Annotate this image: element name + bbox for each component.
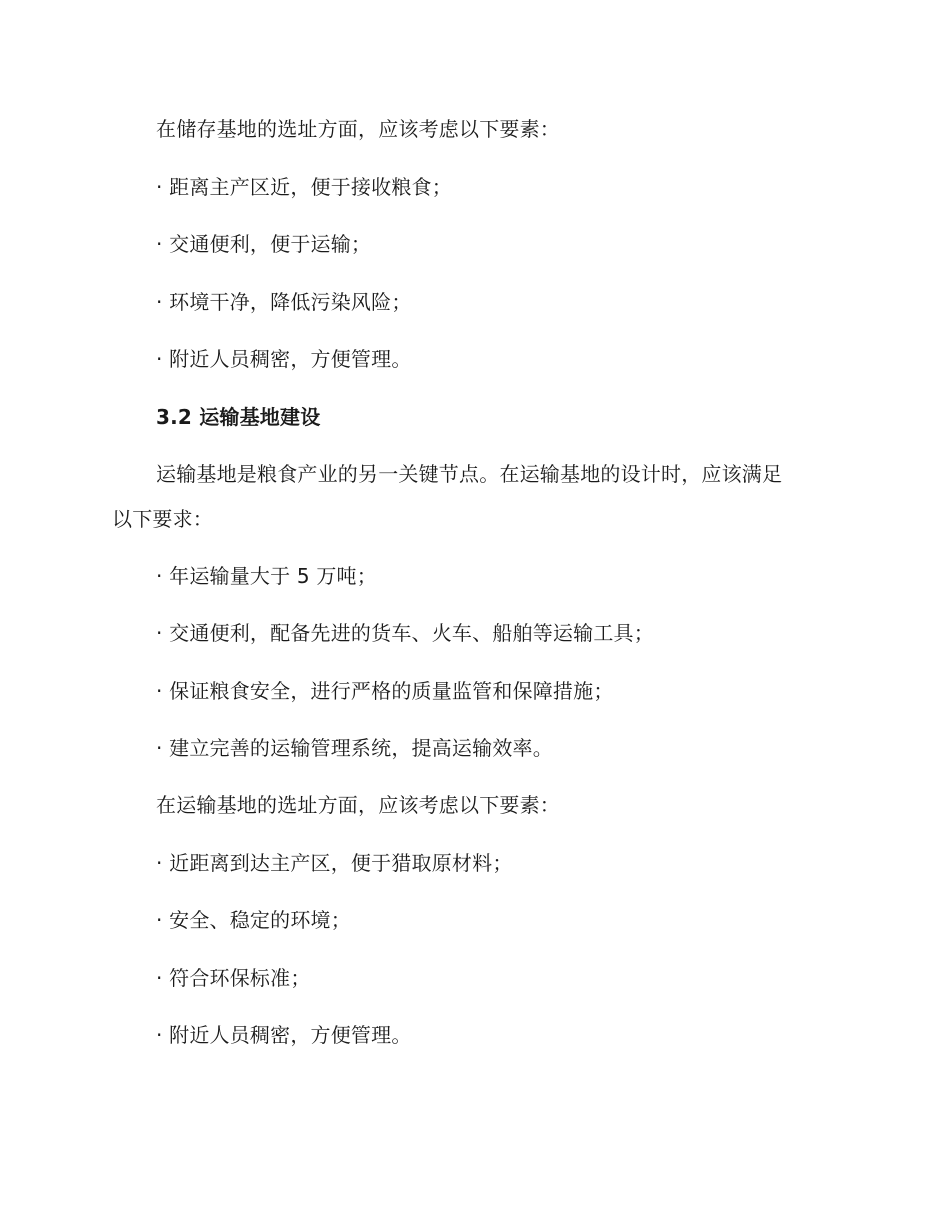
transport-intro: 在运输基地的选址方面，应该考虑以下要素： xyxy=(156,793,560,817)
paragraph-line-2: 以下要求： xyxy=(112,507,213,531)
storage-item-4: · 附近人员稠密，方便管理。 xyxy=(156,347,412,371)
requirement-item-1: · 年运输量大于 5 万吨； xyxy=(156,564,377,588)
requirement-item-3: · 保证粮食安全，进行严格的质量监管和保障措施； xyxy=(156,679,614,703)
requirement-item-4: · 建立完善的运输管理系统，提高运输效率。 xyxy=(156,736,553,760)
transport-item-2: · 安全、稳定的环境； xyxy=(156,908,351,932)
transport-item-4: · 附近人员稠密，方便管理。 xyxy=(156,1023,412,1047)
storage-item-3: · 环境干净，降低污染风险； xyxy=(156,290,412,314)
storage-item-2: · 交通便利，便于运输； xyxy=(156,232,372,256)
requirement-item-2: · 交通便利，配备先进的货车、火车、船舶等运输工具； xyxy=(156,621,654,645)
section-heading: 3.2 运输基地建设 xyxy=(156,405,321,429)
paragraph-line-1: 运输基地是粮食产业的另一关键节点。在运输基地的设计时，应该满足 xyxy=(156,462,783,486)
transport-item-1: · 近距离到达主产区，便于猎取原材料； xyxy=(156,851,513,875)
storage-intro: 在储存基地的选址方面，应该考虑以下要素： xyxy=(156,117,560,141)
transport-item-3: · 符合环保标准； xyxy=(156,966,311,990)
storage-item-1: · 距离主产区近，便于接收粮食； xyxy=(156,175,452,199)
